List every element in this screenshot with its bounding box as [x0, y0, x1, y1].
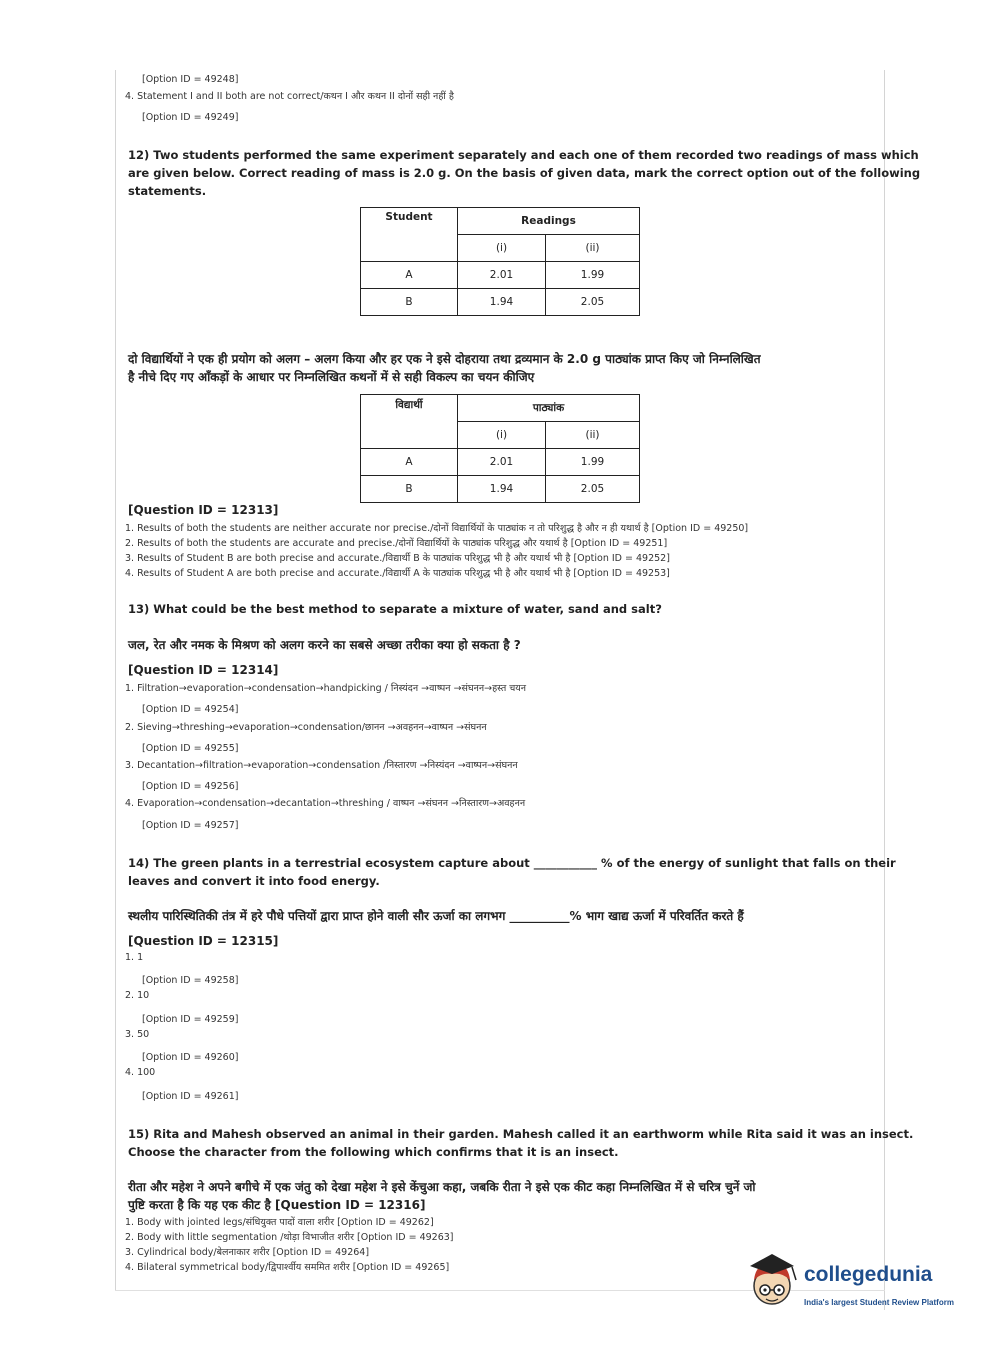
q15-option: 4. Bilateral symmetrical body/द्विपार्श्वीय सममित शरीर [Option ID = 49265]: [125, 1262, 450, 1273]
table-header-i: (i): [458, 235, 546, 262]
q14-option: 4. 100: [125, 1067, 156, 1078]
table-header-student: विद्यार्थी: [361, 395, 458, 449]
q12-option: 4. Results of Student A are both precise and accurate./विद्यार्थी A के पाठ्यांक परिशुद्ध भी है और यथार्थ भी है [Option ID = 49253]: [125, 568, 670, 579]
q14-option-id: [Option ID = 49259]: [142, 1014, 239, 1025]
q12-text-en-2: are given below. Correct reading of mass is 2.0 g. On the basis of given data, mark the correct option out of the following: [128, 166, 921, 180]
table-cell-reading-i: 1.94: [458, 289, 546, 316]
q13-text-en: 13) What could be the best method to separate a mixture of water, sand and salt?: [128, 602, 662, 616]
q12-question-id: [Question ID = 12313]: [128, 503, 279, 517]
q13-option-id: [Option ID = 49254]: [142, 704, 239, 715]
q13-question-id: [Question ID = 12314]: [128, 663, 279, 677]
q15-option: 1. Body with jointed legs/संधियुक्त पादों वाला शरीर [Option ID = 49262]: [125, 1217, 434, 1228]
q11-option3-id: [Option ID = 49248]: [142, 74, 239, 85]
q14-text-en-2: leaves and convert it into food energy.: [128, 874, 380, 888]
table-cell-reading-ii: 1.99: [546, 449, 640, 476]
table-header-i: (i): [458, 422, 546, 449]
q11-option4: 4. Statement I and II both are not correct/कथन I और कथन II दोनों सही नहीं है: [125, 91, 454, 102]
table-header-readings: Readings: [458, 208, 640, 235]
q13-option: 2. Sieving→threshing→evaporation→condensation/छानन →अवहनन→वाष्पन →संघनन: [125, 722, 487, 733]
q15-text-en-2: Choose the character from the following which confirms that it is an insect.: [128, 1145, 619, 1159]
q13-option-id: [Option ID = 49256]: [142, 781, 239, 792]
q12-text-en-3: statements.: [128, 184, 207, 198]
q15-text-hi-1: रीता और महेश ने अपने बगीचे में एक जंतु को देखा महेश ने इसे केंचुआ कहा, जबकि रीता ने इसे एक कीट कहा निम्नलिखित में से चरित्र चुनें जो: [128, 1180, 756, 1194]
q13-option: 4. Evaporation→condensation→decantation→threshing / वाष्पन →संघनन →निस्तारण→अवहनन: [125, 798, 526, 809]
q14-option: 2. 10: [125, 990, 150, 1001]
logo-wordmark: collegedunia: [804, 1263, 933, 1286]
q14-option-id: [Option ID = 49261]: [142, 1091, 239, 1102]
readings-table-hi: [360, 394, 640, 503]
table-header-student: Student: [361, 208, 458, 262]
table-cell-student: A: [361, 449, 458, 476]
q13-text-hi: जल, रेत और नमक के मिश्रण को अलग करने का सबसे अच्छा तरीका क्या हो सकता है ?: [128, 638, 521, 652]
q13-option-id: [Option ID = 49255]: [142, 743, 239, 754]
q14-option-id: [Option ID = 49260]: [142, 1052, 239, 1063]
page-frame-right: [884, 70, 885, 1310]
q14-option-id: [Option ID = 49258]: [142, 975, 239, 986]
q14-text-en-1: 14) The green plants in a terrestrial ecosystem capture about ___________ % of the energy of sunlight that falls on their: [128, 856, 896, 870]
q12-text-en-1: 12) Two students performed the same experiment separately and each one of them recorded two readings of mass which: [128, 148, 919, 162]
q14-option: 3. 50: [125, 1029, 150, 1040]
q15-option: 2. Body with little segmentation /थोड़ा विभाजीत शरीर [Option ID = 49263]: [125, 1232, 454, 1243]
table-cell-student: B: [361, 289, 458, 316]
q15-text-en-1: 15) Rita and Mahesh observed an animal in their garden. Mahesh called it an earthworm while Rita said it was an insect.: [128, 1127, 914, 1141]
readings-table-en: [360, 207, 640, 316]
logo-tagline: India's largest Student Review Platform: [804, 1298, 954, 1307]
table-header-ii: (ii): [546, 235, 640, 262]
q13-option: 3. Decantation→filtration→evaporation→condensation /निस्तारण →निस्यंदन →वाष्पन→संघनन: [125, 760, 518, 771]
q12-text-hi-1: दो विद्यार्थियों ने एक ही प्रयोग को अलग – अलग किया और हर एक ने इसे दोहराया तथा द्रव्यमान के 2.0 g पाठ्यांक प्राप्त किए जो निम्नलिखित: [128, 352, 761, 366]
q12-option: 3. Results of Student B are both precise and accurate./विद्यार्थी B के पाठ्यांक परिशुद्ध भी है और यथार्थ भी है [Option ID = 49252]: [125, 553, 670, 564]
table-cell-student: A: [361, 262, 458, 289]
q14-option: 1. 1: [125, 952, 144, 963]
q15-option: 3. Cylindrical body/बेलनाकार शरीर [Option ID = 49264]: [125, 1247, 370, 1258]
page-frame-left: [115, 70, 116, 1290]
table-header-ii: (ii): [546, 422, 640, 449]
q12-option: 1. Results of both the students are neither accurate nor precise./दोनों विद्यार्थियों के पाठ्यांक न तो परिशुद्ध है और न ही यथार्थ है [Option ID = 49250]: [125, 523, 749, 534]
q11-option4-id: [Option ID = 49249]: [142, 112, 239, 123]
table-cell-reading-ii: 1.99: [546, 262, 640, 289]
q13-option: 1. Filtration→evaporation→condensation→handpicking / निस्यंदन →वाष्पन →संघनन→हस्त चयन: [125, 683, 527, 694]
q12-text-hi-2: है नीचे दिए गए आँकड़ों के आधार पर निम्नलिखित कथनों में से सही विकल्प का चयन कीजिए: [128, 370, 535, 384]
table-header-readings: पाठ्यांक: [458, 395, 640, 422]
table-cell-reading-i: 1.94: [458, 476, 546, 503]
table-cell-student: B: [361, 476, 458, 503]
table-cell-reading-ii: 2.05: [546, 289, 640, 316]
q13-option-id: [Option ID = 49257]: [142, 820, 239, 831]
table-cell-reading-ii: 2.05: [546, 476, 640, 503]
table-cell-reading-i: 2.01: [458, 262, 546, 289]
q15-text-hi-2: पुष्टि करता है कि यह एक कीट है [Question ID = 12316]: [128, 1198, 426, 1212]
table-cell-reading-i: 2.01: [458, 449, 546, 476]
q12-option: 2. Results of both the students are accurate and precise./दोनों विद्यार्थियों के पाठ्यांक परिशुद्ध और यथार्थ है [Option ID = 49251]: [125, 538, 668, 549]
q14-text-hi: स्थलीय पारिस्थितिकी तंत्र में हरे पौधे पत्तियों द्वारा प्राप्त होने वाली सौर ऊर्जा का लगभग __________% भाग खाद्य ऊर्जा में परिवर्तित करते हैं: [128, 909, 744, 923]
q14-question-id: [Question ID = 12315]: [128, 934, 279, 948]
